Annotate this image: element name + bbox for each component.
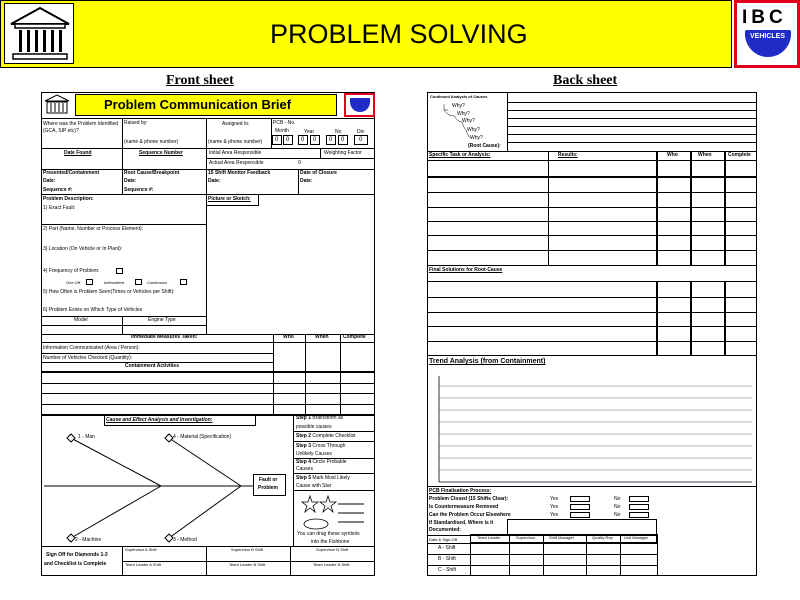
why-2: Why? [457, 111, 470, 117]
frequency-checkbox[interactable] [116, 268, 123, 274]
standardised-label-1: If Standardised, Where is it [429, 520, 494, 526]
step-1-cont: possible causes [296, 424, 332, 430]
pcb-digit: 0 [275, 137, 279, 143]
q2-no-checkbox[interactable] [629, 504, 649, 510]
model-label: Model [74, 317, 88, 323]
drag-symbols[interactable] [296, 494, 374, 530]
picture-sketch-area[interactable] [206, 194, 259, 206]
shift-a-label: A - Shift [438, 545, 456, 551]
picture-sketch-label: Picture or Sketch: [208, 196, 251, 202]
root-sequence-label: Sequence #: [124, 187, 154, 193]
shift-c-label: C - Shift [438, 567, 457, 573]
one-off-label: One Off [66, 280, 81, 285]
final-solutions-label: Final Solutions for Root-Cause [429, 267, 503, 273]
raised-by-label: Raised by: [124, 120, 148, 126]
how-often-label: 5) How Often is Problem Seen(Times or Vehicles per Shift): [43, 289, 175, 295]
intermittent-label: Intermittent [104, 280, 125, 285]
front-logo-icon [344, 93, 375, 117]
role-unit-manager: Unit Manager [624, 535, 649, 540]
raised-by-name-phone: (name & phone number) [124, 139, 179, 145]
initial-area-label: Initial Area Responsible [209, 150, 262, 156]
q2-yes-label: Yes [550, 504, 559, 510]
cause-effect-heading: Cause and Effect Analysis and Investigation: [106, 417, 213, 423]
why-1: Why? [452, 103, 465, 109]
measures-complete-header: Complete [343, 334, 366, 340]
specific-task-label: Specific Task or Analysis: [429, 152, 491, 158]
year-label: Year [304, 129, 315, 135]
presented-date-label: Date: [43, 178, 56, 184]
problem-occur-elsewhere-label: Can the Problem Occur Elsewhere [429, 512, 511, 518]
q3-no-label: No [614, 512, 621, 518]
pcb-digit: 0 [301, 137, 305, 143]
standardised-label-2: Documented: [429, 527, 461, 533]
engine-type-label: Engine Type [148, 317, 176, 323]
symbols-note-1: You can drag these symbols [297, 531, 360, 537]
root-date-label: Date: [124, 178, 137, 184]
continuous-label: Continuous [147, 280, 168, 285]
frequency-label: 4) Frequency of Problem: [43, 268, 100, 274]
q3-yes-label: Yes [550, 512, 559, 518]
signoff-label-1: Sign Off for Diamonds 1-3 [46, 552, 108, 558]
where-identified-label: Where was the Problem Identified (GCA, SIP etc)? [43, 121, 119, 134]
q3-no-checkbox[interactable] [629, 512, 649, 518]
symbols-note-2: into the Fishbone [311, 539, 350, 545]
problem-description-heading: Problem Description: [43, 196, 94, 202]
role-supervisor: Supervisor [516, 535, 536, 540]
one-off-checkbox[interactable] [86, 279, 93, 285]
q1-no-label: No [614, 496, 621, 502]
pcb-no-label: PCB - No. [273, 120, 296, 126]
containment-activities-label: Containment Activities [125, 363, 179, 369]
assigned-to-name-phone: (name & phone number) [208, 139, 263, 145]
front-sheet-label: Front sheet [166, 73, 234, 88]
trend-analysis-label: Trend Analysis (from Containment) [429, 358, 546, 365]
back-sheet-label: Back sheet [553, 73, 618, 88]
pcb-digit: 0 [286, 137, 290, 143]
monitor-feedback-label: 15 Shift Monitor Feedback [208, 170, 271, 176]
pcb-digit: 0 [329, 137, 333, 143]
problem-closed-label: Problem Closed (15 Shifts Clear): [429, 496, 509, 502]
signoff-label-2: and Checklist is Complete [44, 561, 107, 567]
no-label: No [335, 129, 342, 135]
month-label: Month [275, 128, 289, 134]
date-signoff-label: Date & Sign-Off [429, 537, 457, 542]
continued-analysis-label: Continued Analysis of Causes [430, 94, 488, 99]
step-3: Step 3 Cross Through [296, 443, 346, 449]
task-complete-header: Complete [728, 152, 751, 158]
team-leader-a-label: Team Leader A Shift [125, 562, 161, 567]
supervisor-n-label: Supervisor N Shift [316, 547, 349, 552]
countermeasure-removed-label: Is Countermeasure Removed [429, 504, 499, 510]
closure-date-label: Date: [300, 178, 313, 184]
root-cause-breakpoint-label: Root Cause/Breakpoint [124, 170, 180, 176]
date-found-label: Date Found [64, 150, 92, 156]
standardised-field[interactable] [507, 519, 657, 535]
why-5: Why? [470, 135, 483, 141]
supervisor-b-label: Supervisor B Shift [231, 547, 264, 552]
pcb-digit: 0 [341, 137, 345, 143]
immediate-measures-heading: Immediate Measures Taken: [131, 334, 198, 340]
exact-fault-label: 1) Exact Fault: [43, 205, 76, 211]
trend-chart [427, 366, 757, 486]
logo-badge [745, 30, 791, 57]
q2-no-label: No [614, 504, 621, 510]
step-2: Step 2 Complete Checklist [296, 433, 356, 439]
root-cause-label: (Root Cause): [468, 143, 501, 149]
step-1: Step 1 Brainstorm all [296, 415, 343, 421]
logo-subtext: VEHICLES [750, 33, 786, 40]
fault-label: Fault or [259, 477, 278, 483]
measures-when-header: When [315, 334, 329, 340]
vehicles-checked-label: Number of Vehicles Checked (Quantity): [43, 355, 133, 361]
front-small-house-icon [43, 94, 71, 116]
step-5-cont: Cause with Star [296, 483, 332, 489]
fishbone-machine-label: 2 - Machine [75, 537, 102, 543]
q3-yes-checkbox[interactable] [570, 512, 590, 518]
why-3: Why? [462, 118, 475, 124]
fishbone-method-label: 3 - Method [173, 537, 197, 543]
ibc-logo [734, 0, 800, 68]
continuous-checkbox[interactable] [180, 279, 187, 285]
q1-no-checkbox[interactable] [629, 496, 649, 502]
logo-text: IBC [742, 7, 787, 28]
why-4: Why? [467, 127, 480, 133]
shift-b-label: B - Shift [438, 556, 456, 562]
page-title: PROBLEM SOLVING [270, 19, 528, 49]
vehicle-type-label: 6) Problem Exists on Which Type of Vehicles [43, 307, 143, 313]
results-label: Results: [558, 152, 578, 158]
measures-who-header: Who [283, 334, 294, 340]
actual-area-label: Actual Area Responsible [209, 160, 264, 166]
team-leader-n-label: Team Leader N Shift [313, 562, 350, 567]
task-when-header: When [698, 152, 712, 158]
location-label: 3) Location (On Vehicle or In Plant): [43, 246, 123, 252]
fishbone-material-label: 4 - Material (Specification) [173, 434, 232, 440]
weighting-factor-label: Weighting Factor [324, 150, 362, 156]
fishbone-man-label: 1 - Man [78, 434, 95, 440]
assigned-to-label: Assigned to: [222, 121, 250, 127]
q2-yes-checkbox[interactable] [570, 504, 590, 510]
role-team-leader: Team Leader [477, 535, 501, 540]
date-of-closure-label: Date of Closure [300, 170, 337, 176]
sequence-number-label: Sequence Number [139, 150, 183, 156]
house-icon [4, 3, 74, 64]
finalisation-heading: PCB Finalisation Process: [429, 488, 492, 494]
supervisor-a-label: Supervisor A Shift [125, 547, 157, 552]
part-label: 2) Part (Name, Number or Process Element): [43, 226, 144, 232]
step-4-cont: Causes [296, 466, 313, 472]
step-4: Step 4 Circle Probable [296, 459, 347, 465]
intermittent-checkbox[interactable] [135, 279, 142, 285]
pcb-digit: 0 [313, 137, 317, 143]
monitor-date-label: Date: [208, 178, 221, 184]
q1-yes-label: Yes [550, 496, 559, 502]
presented-sequence-label: Sequence #: [43, 187, 73, 193]
div-label: Div [357, 129, 365, 135]
actual-area-value: 0 [298, 160, 301, 166]
problem-label: Problem [258, 485, 279, 491]
role-shift-manager: Shift Manager [549, 535, 574, 540]
q1-yes-checkbox[interactable] [570, 496, 590, 502]
step-5: Step 5 Mark Most Likely [296, 475, 350, 481]
step-3-cont: Unlikely Causes [296, 451, 332, 457]
task-who-header: Who [667, 152, 678, 158]
front-title: Problem Communication Brief [104, 97, 292, 112]
presented-containment-label: Presented/Containment [43, 170, 100, 176]
team-leader-b-label: Team Leader B Shift [229, 562, 266, 567]
information-communicated-label: Information Communicated (Area / Person): [43, 345, 140, 351]
role-quality-rep: Quality Rep [592, 535, 613, 540]
pcb-digit: 0 [359, 137, 363, 143]
